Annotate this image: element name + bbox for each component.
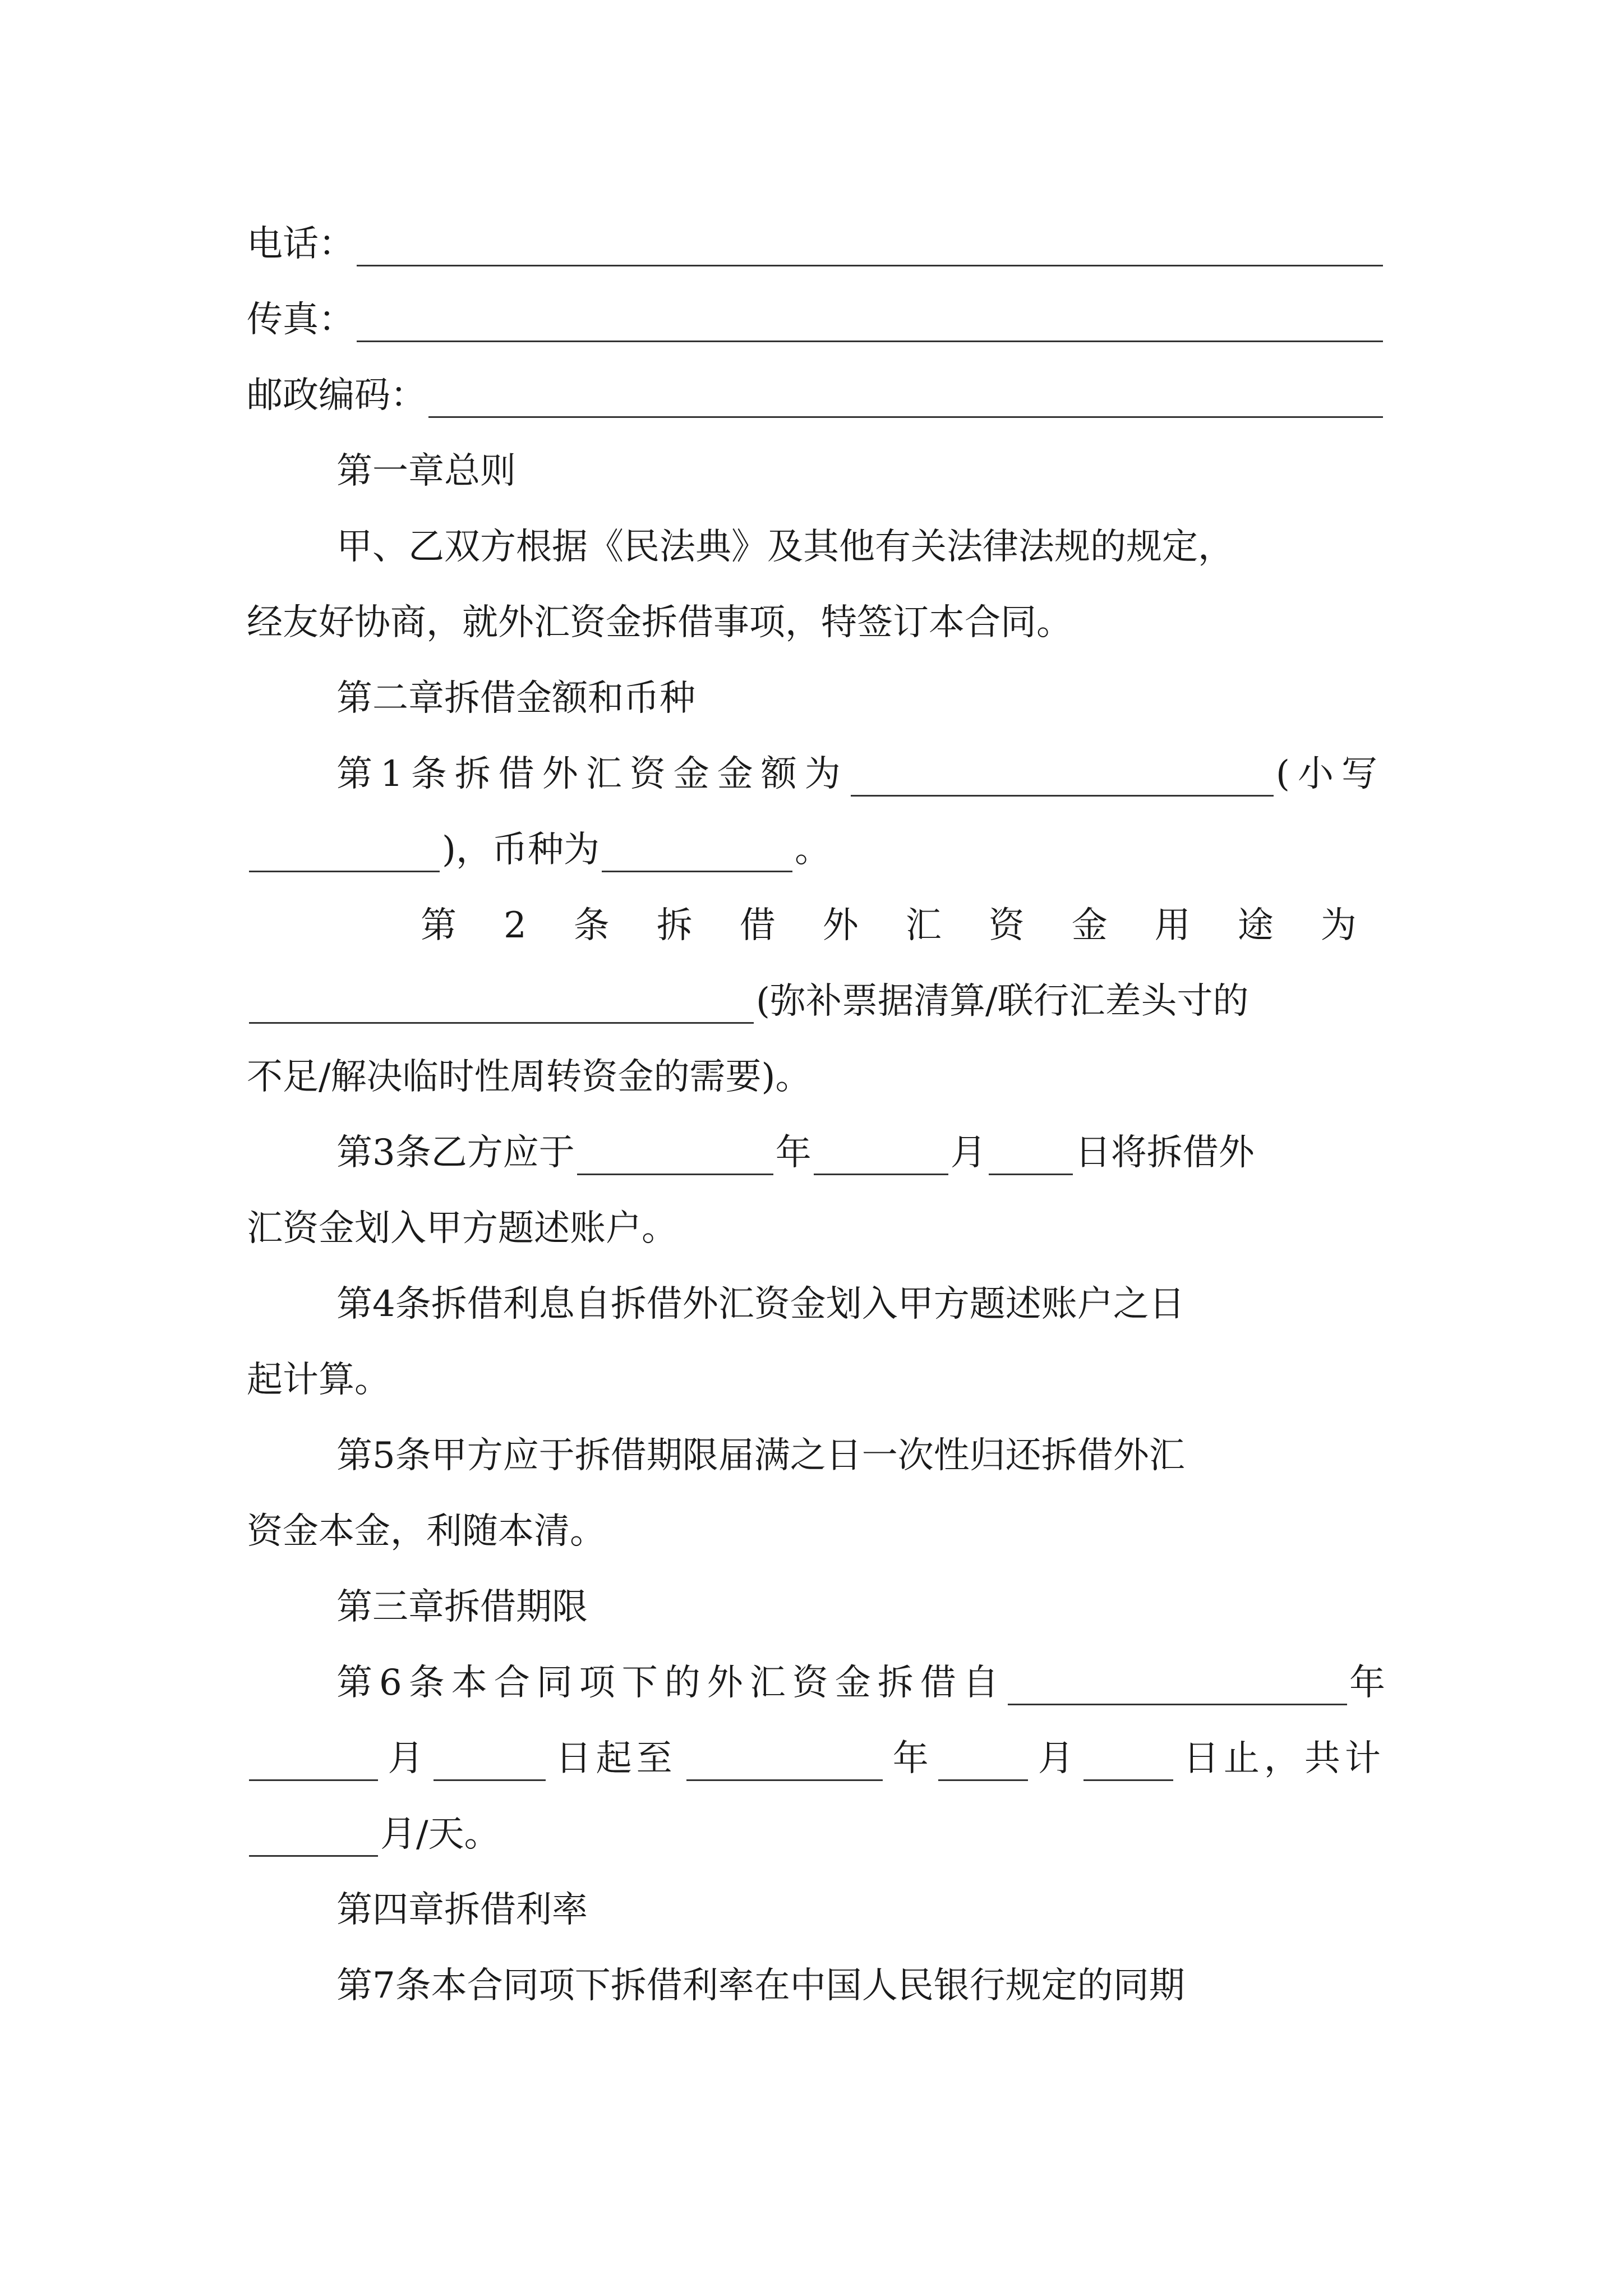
article2-line1: 第2条拆借外汇资金用途为	[421, 905, 1404, 946]
chapter1-title: 第一章总则	[336, 450, 516, 492]
article4-line1: 第4条拆借利息自拆借外汇资金划入甲方题述账户之日	[336, 1283, 1185, 1325]
phone-blank[interactable]	[357, 231, 1383, 266]
article4-line2: 起计算。	[247, 1359, 390, 1401]
purpose-blank[interactable]	[249, 988, 754, 1024]
amount-blank[interactable]	[851, 761, 1274, 797]
art3-month-blank[interactable]	[814, 1140, 948, 1175]
chapter2-title: 第二章拆借金额和币种	[336, 678, 695, 719]
chapter4-title: 第四章拆借利率	[336, 1889, 588, 1931]
chapter3-title: 第三章拆借期限	[336, 1586, 588, 1628]
article5-line1: 第5条甲方应于拆借期限届满之日一次性归还拆借外汇	[336, 1435, 1185, 1476]
phone-label: 电话：	[247, 223, 354, 265]
article2-line3: 不足/解决临时性周转资金的需要)。	[247, 1056, 811, 1098]
art6-month-blank[interactable]	[249, 1746, 378, 1781]
art6-year2-blank[interactable]	[686, 1746, 883, 1781]
amount-small-blank[interactable]	[249, 837, 440, 872]
article6-line2: 月 日起至 年 月 日止，共计	[247, 1736, 1385, 1781]
postcode-blank[interactable]	[428, 383, 1383, 418]
art6-day-blank[interactable]	[434, 1746, 546, 1781]
art6-total-blank[interactable]	[249, 1821, 378, 1857]
art3-day-blank[interactable]	[989, 1140, 1073, 1175]
article7-line1: 第7条本合同项下拆借利率在中国人民银行规定的同期	[336, 1965, 1185, 2007]
article1-line2: )，币种为 。	[247, 827, 1385, 872]
art6-month2-blank[interactable]	[938, 1746, 1028, 1781]
currency-blank[interactable]	[602, 837, 792, 872]
article5-line2: 资金本金，利随本清。	[247, 1511, 606, 1552]
fax-label: 传真：	[247, 299, 354, 341]
fax-blank[interactable]	[357, 307, 1383, 342]
article3-line2: 汇资金划入甲方题述账户。	[247, 1208, 677, 1249]
postcode-label: 邮政编码：	[247, 375, 426, 416]
art3-year-blank[interactable]	[577, 1140, 773, 1175]
article2-line2: (弥补票据清算/联行汇差头寸的	[247, 979, 1385, 1024]
art6-day2-blank[interactable]	[1083, 1746, 1173, 1781]
art6-year-blank[interactable]	[1008, 1670, 1347, 1705]
article6-line3: 月/天。	[247, 1812, 1385, 1857]
article6-line1: 第6条本合同项下的外汇资金拆借自 年	[336, 1660, 1385, 1705]
fax-line	[247, 297, 1385, 342]
article3-line1: 第3条乙方应于 年 月 日将拆借外	[336, 1130, 1385, 1175]
chapter1-para-line1: 甲、乙双方根据《民法典》及其他有关法律法规的规定，	[336, 526, 1234, 568]
article1-line1: 第1条拆借外汇资金金额为 (小写	[336, 752, 1385, 797]
postcode-line	[247, 373, 1385, 418]
phone-line	[247, 222, 1385, 266]
chapter1-para-line2: 经友好协商，就外汇资金拆借事项，特签订本合同。	[247, 602, 1072, 643]
